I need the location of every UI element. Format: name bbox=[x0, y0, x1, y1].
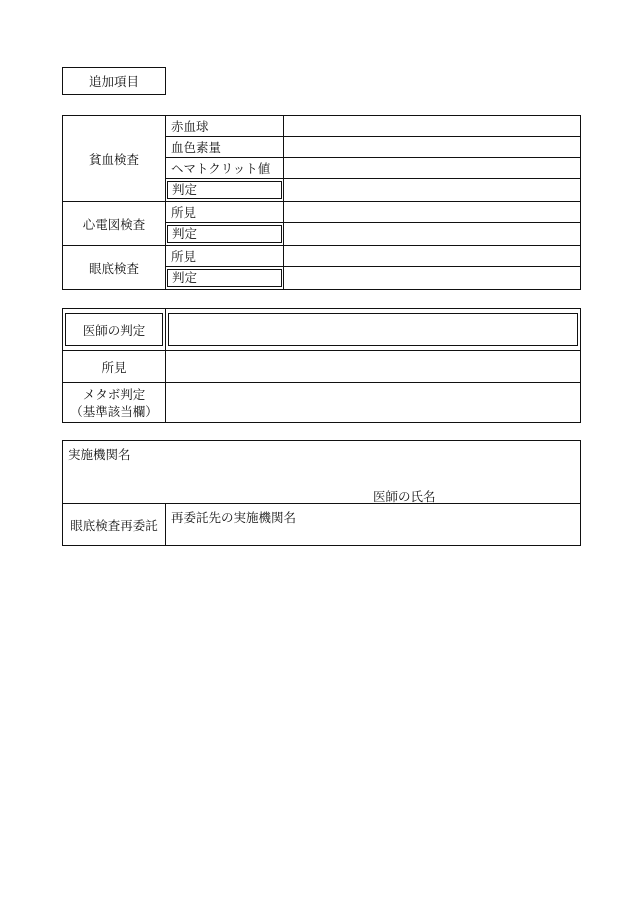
institution-name-label: 実施機関名 bbox=[68, 447, 131, 462]
doctor-judgment-label: 医師の判定 bbox=[82, 322, 146, 338]
anemia-exam-label: 貧血検査 bbox=[63, 116, 166, 202]
findings-label: 所見 bbox=[63, 351, 166, 383]
institution-table bbox=[62, 440, 581, 546]
row-label-fundus-judgment: 判定 bbox=[167, 269, 282, 287]
table-row bbox=[63, 351, 581, 383]
table-row bbox=[63, 246, 581, 267]
value-cell-fundus-judgment[interactable] bbox=[284, 267, 581, 290]
row-label-ecg-findings: 所見 bbox=[166, 202, 284, 223]
reconsign-institution-label: 再委託先の実施機関名 bbox=[171, 510, 297, 525]
section-title-text: 追加項目 bbox=[88, 74, 139, 89]
row-label-fundus-judgment-cell bbox=[166, 267, 284, 290]
table-row bbox=[63, 504, 581, 546]
table-row bbox=[63, 116, 581, 137]
metabo-judgment-value-cell[interactable] bbox=[166, 383, 581, 423]
value-cell-fundus-findings[interactable] bbox=[284, 246, 581, 267]
findings-value-cell[interactable] bbox=[166, 351, 581, 383]
ecg-exam-label: 心電図検査 bbox=[63, 202, 166, 246]
doctor-judgment-label-cell bbox=[63, 309, 166, 351]
row-label-fundus-findings: 所見 bbox=[166, 246, 284, 267]
value-cell-ecg-findings[interactable] bbox=[284, 202, 581, 223]
metabo-judgment-label: メタボ判定 bbox=[82, 386, 146, 402]
value-cell-hematocrit[interactable] bbox=[284, 158, 581, 179]
table-row bbox=[63, 383, 581, 423]
value-cell-anemia-judgment[interactable] bbox=[284, 179, 581, 202]
row-label-hematocrit: ヘマトクリット値 bbox=[166, 158, 284, 179]
table-row bbox=[63, 309, 581, 351]
doctor-judgment-table bbox=[62, 308, 581, 423]
reconsign-institution-cell[interactable] bbox=[166, 504, 581, 546]
institution-name-cell[interactable] bbox=[63, 441, 581, 504]
row-label-anemia-judgment-cell bbox=[166, 179, 284, 202]
value-cell-ecg-judgment[interactable] bbox=[284, 223, 581, 246]
value-cell-red-blood-cells[interactable] bbox=[284, 116, 581, 137]
metabo-judgment-label-cell bbox=[63, 383, 166, 423]
table-row bbox=[63, 441, 581, 504]
doctor-judgment-value-box[interactable] bbox=[168, 313, 578, 346]
metabo-judgment-sublabel: （基準該当欄） bbox=[70, 403, 158, 419]
value-cell-hemoglobin[interactable] bbox=[284, 137, 581, 158]
row-label-anemia-judgment: 判定 bbox=[167, 181, 282, 199]
exam-items-table bbox=[62, 115, 581, 290]
doctor-name-label: 医師の氏名 bbox=[373, 489, 436, 504]
section-title bbox=[62, 67, 166, 95]
doctor-judgment-value-cell[interactable] bbox=[166, 309, 581, 351]
table-row bbox=[63, 202, 581, 223]
row-label-ecg-judgment-cell bbox=[166, 223, 284, 246]
row-label-hemoglobin: 血色素量 bbox=[166, 137, 284, 158]
fundus-exam-label: 眼底検査 bbox=[63, 246, 166, 290]
row-label-ecg-judgment: 判定 bbox=[167, 225, 282, 243]
row-label-red-blood-cells: 赤血球 bbox=[166, 116, 284, 137]
fundus-reconsign-label: 眼底検査再委託 bbox=[63, 504, 166, 546]
